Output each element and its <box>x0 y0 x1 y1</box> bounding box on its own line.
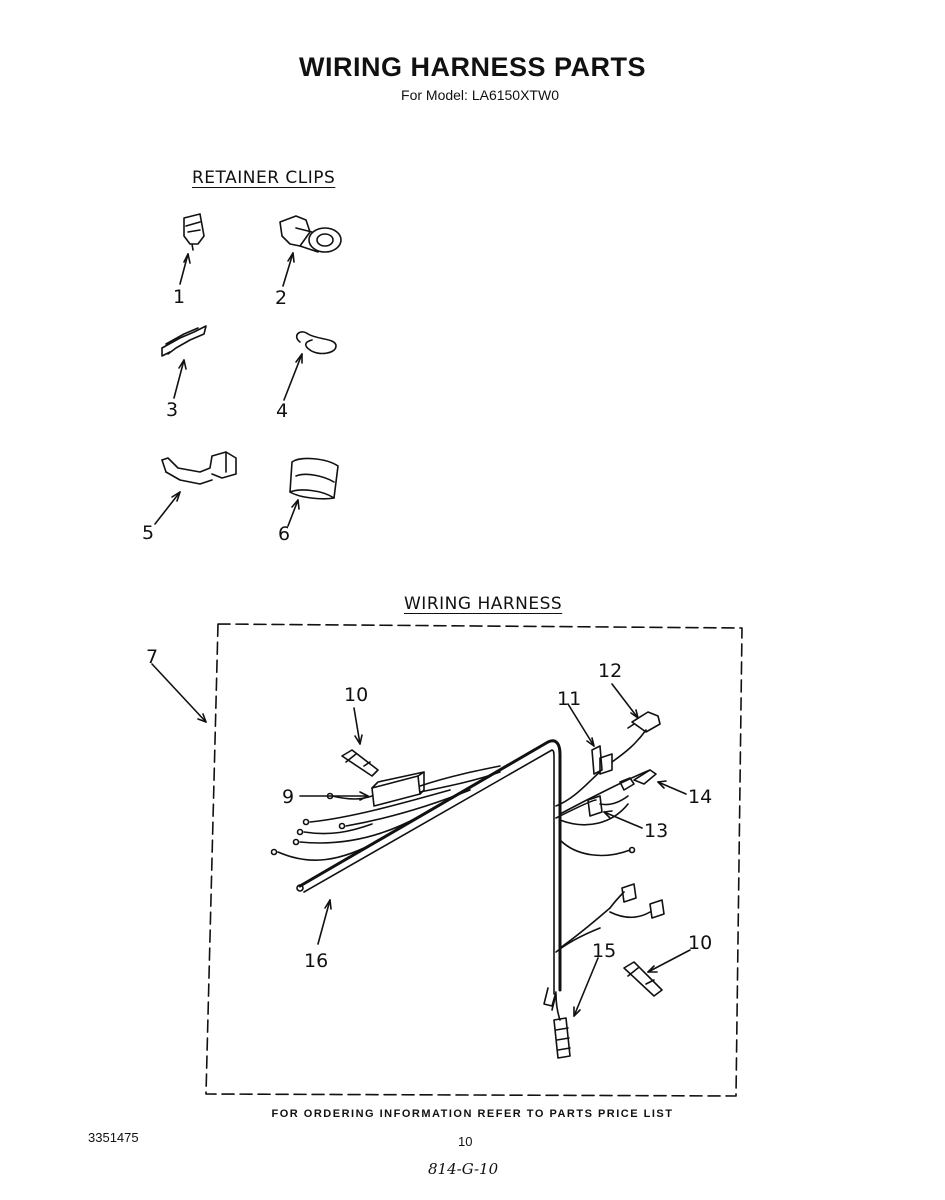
callout-12-leader <box>612 684 638 718</box>
harness-main-trunk <box>300 741 560 990</box>
callout-10-lower: 10 <box>688 932 713 954</box>
page-title: WIRING HARNESS PARTS <box>298 52 646 82</box>
callout-14: 14 <box>688 786 713 808</box>
retainer-clip-1-drawing <box>184 214 204 250</box>
retainer-clip-2-drawing <box>280 216 341 252</box>
callout-4: 4 <box>276 400 289 422</box>
retainer-clip-6-drawing <box>290 459 338 499</box>
callout-10-lower-leader <box>648 950 690 972</box>
callout-11-leader <box>568 704 594 746</box>
callout-10-upper: 10 <box>344 684 369 706</box>
page-number: 10 <box>458 1134 473 1149</box>
callout-6: 6 <box>278 523 291 545</box>
callout-2: 2 <box>275 287 288 309</box>
retainer-clip-5-drawing <box>162 452 236 484</box>
document-number: 3351475 <box>88 1130 139 1145</box>
callout-12: 12 <box>598 660 623 682</box>
retainer-clips-heading: RETAINER CLIPS <box>192 168 336 188</box>
clip-3-leader <box>174 360 184 398</box>
callout-14-leader <box>658 782 686 794</box>
callout-15-leader <box>574 958 598 1016</box>
callout-9: 9 <box>282 786 295 808</box>
callout-5: 5 <box>142 522 155 544</box>
harness-kit-frame <box>206 624 742 1096</box>
retainer-clip-4-drawing <box>297 332 336 354</box>
handwritten-code: 814-G-10 <box>428 1160 499 1178</box>
ordering-note: FOR ORDERING INFORMATION REFER TO PARTS PRICE LIST <box>271 1108 674 1120</box>
clip-1-leader <box>180 254 188 284</box>
clip-5-leader <box>155 492 180 524</box>
callout-15: 15 <box>592 940 617 962</box>
model-subtitle: For Model: LA6150XTW0 <box>401 87 559 103</box>
retainer-clip-3-drawing <box>162 326 206 356</box>
callout-16: 16 <box>304 950 329 972</box>
part-15-connector <box>554 1018 570 1058</box>
part-9-connector <box>372 772 424 806</box>
callout-7-leader <box>152 664 206 722</box>
callout-13: 13 <box>644 820 669 842</box>
callout-7: 7 <box>146 646 159 668</box>
wiring-harness-heading: WIRING HARNESS <box>404 594 563 614</box>
callout-13-leader <box>604 812 642 828</box>
callout-1: 1 <box>173 286 186 308</box>
part-10-terminal-upper <box>342 750 378 776</box>
callout-16-leader <box>318 900 330 944</box>
callout-3: 3 <box>166 399 179 421</box>
callout-11: 11 <box>557 688 582 710</box>
clip-2-leader <box>283 253 293 286</box>
clip-4-leader <box>284 354 302 400</box>
